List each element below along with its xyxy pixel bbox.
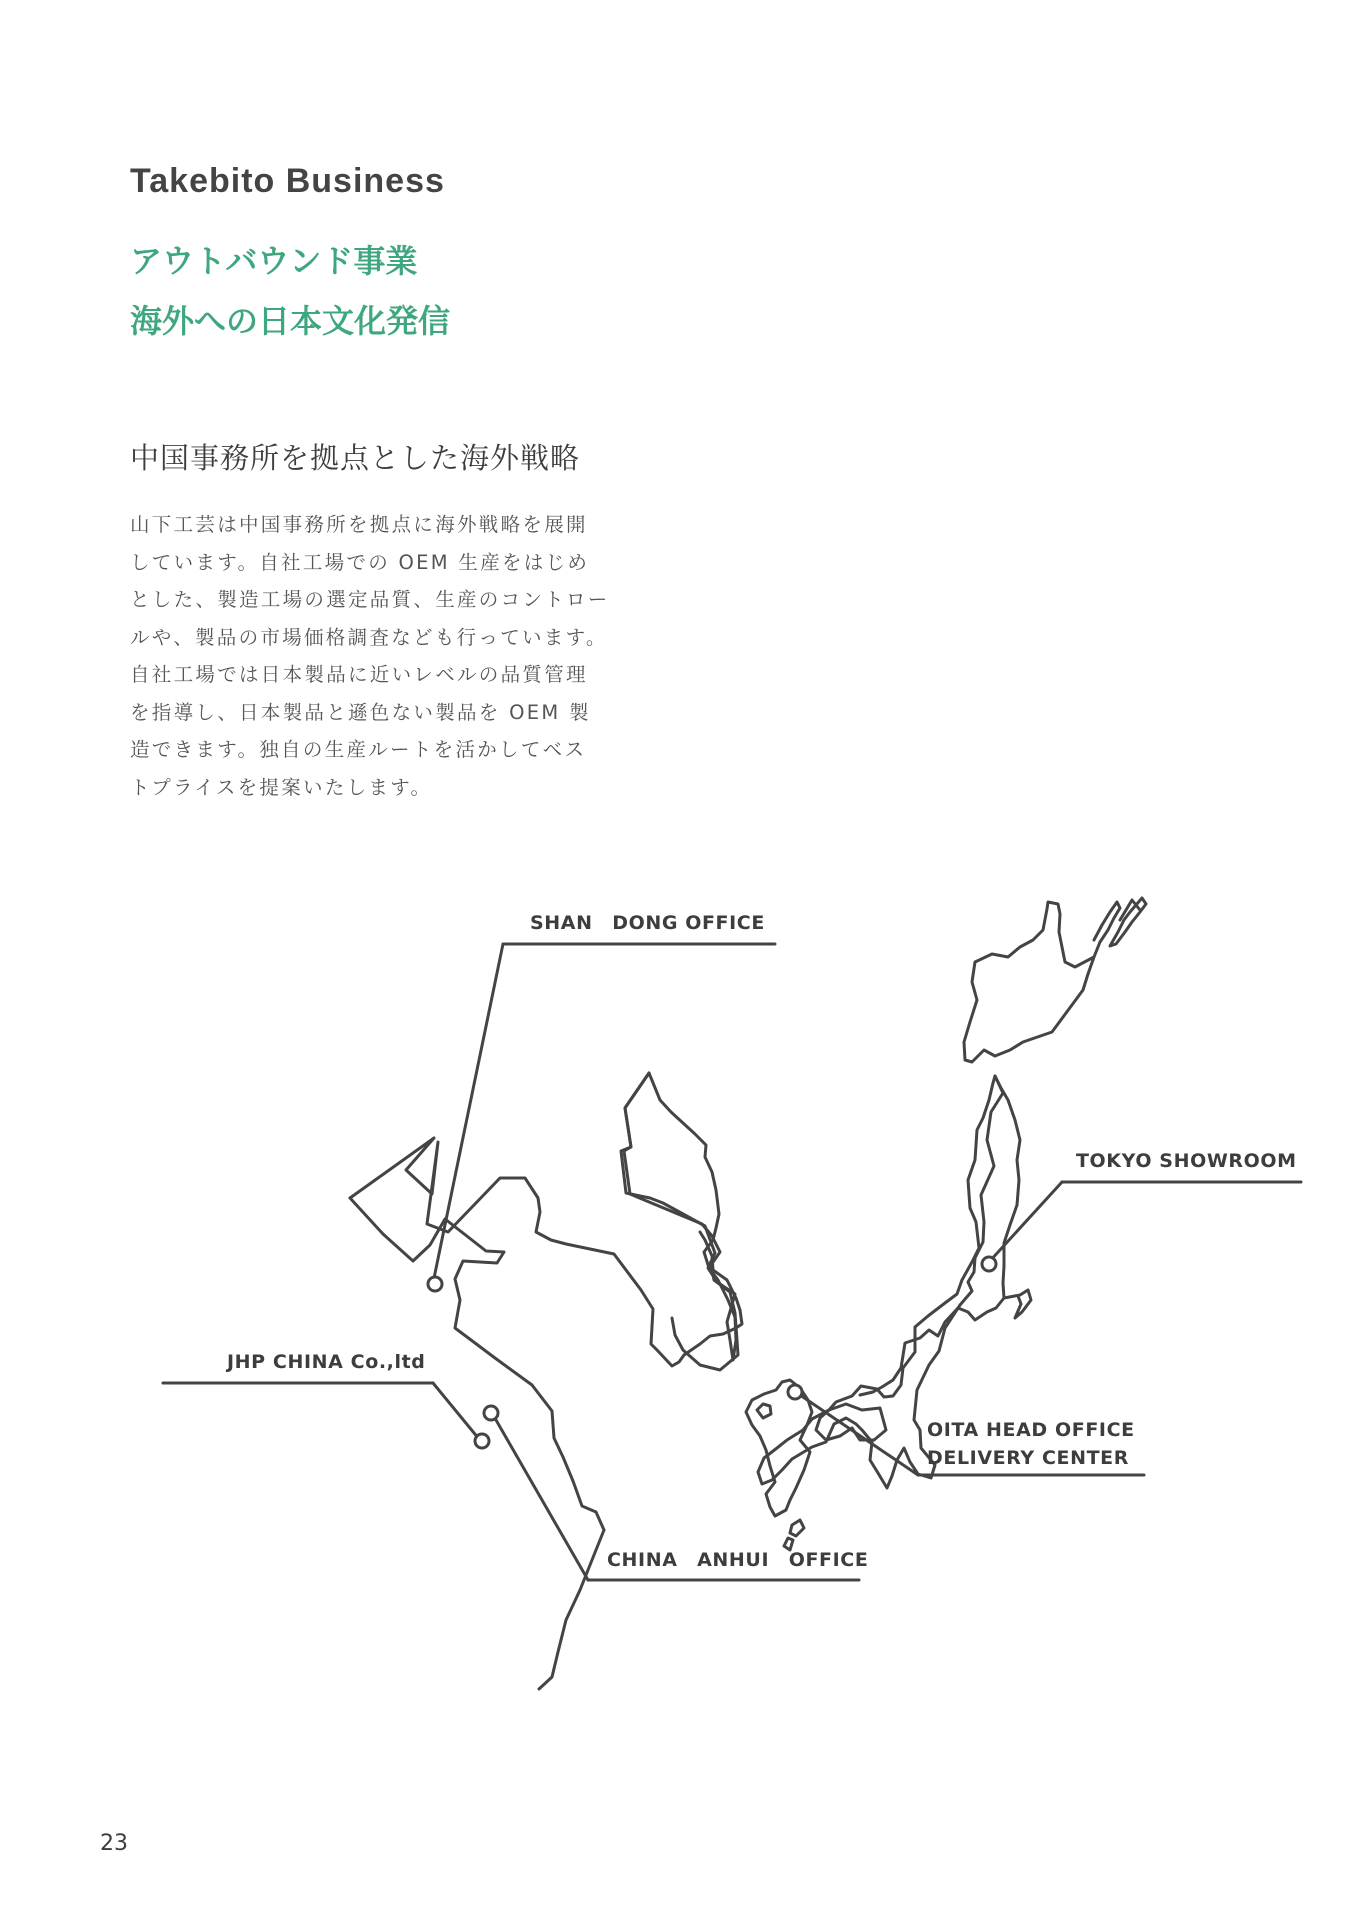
tokyo-showroom-marker: [982, 1257, 996, 1271]
hokkaido-northeast-cape: [1094, 902, 1120, 957]
china-coastline: [350, 1138, 742, 1366]
korea-east-coast: [624, 1073, 738, 1370]
body-line: を指導し、日本製品と遜色ない製品を OEM 製: [130, 700, 591, 724]
jhp-china-marker: [475, 1434, 489, 1448]
jhp-china-label: JHP CHINA Co.,ltd: [227, 1351, 426, 1373]
body-line: トプライスを提案いたします。: [130, 775, 433, 799]
shandong-office-marker: [428, 1277, 442, 1291]
anhui-leader-connector: [492, 1413, 588, 1580]
anhui-office-marker: [484, 1406, 498, 1420]
tokyo-leader-connector: [989, 1182, 1062, 1262]
hokkaido-island: [964, 902, 1094, 1062]
body-line: とした、製造工場の選定品質、生産のコントロー: [130, 588, 610, 611]
kyushu-west-islands: [757, 1404, 771, 1418]
oita-head-office-marker: [788, 1385, 802, 1399]
shandong-office-label: SHAN DONG OFFICE: [530, 912, 765, 934]
oita-head-office-label: OITA HEAD OFFICE: [927, 1419, 1135, 1441]
body-line: 造できます。独自の生産ルートを活かしてベス: [130, 738, 587, 761]
jhp-leader-connector: [433, 1383, 479, 1439]
page-title-japanese-line2: 海外への日本文化発信: [130, 302, 451, 340]
delivery-center-label: DELIVERY CENTER: [927, 1447, 1129, 1469]
body-line: 山下工芸は中国事務所を拠点に海外戦略を展開: [130, 513, 588, 536]
tokyo-showroom-label: TOKYO SHOWROOM: [1076, 1150, 1297, 1172]
body-line: しています。自社工場での OEM 生産をはじめ: [130, 550, 590, 574]
body-line: 自社工場では日本製品に近いレベルの品質管理: [130, 663, 588, 686]
honshu-east-coast: [995, 1076, 1020, 1205]
anhui-office-label: CHINA ANHUI OFFICE: [607, 1549, 869, 1571]
section-heading: 中国事務所を拠点とした海外戦略: [130, 441, 581, 475]
page-number: 23: [100, 1831, 128, 1856]
body-line: ルや、製品の市場価格調査なども行っています。: [130, 625, 608, 649]
oita-leader-connector: [797, 1393, 918, 1475]
shandong-leader-connector: [433, 944, 503, 1283]
page-title-english: Takebito Business: [130, 162, 445, 200]
korean-peninsula: [621, 1073, 736, 1360]
page-title-japanese-line1: アウトバウンド事業: [130, 242, 418, 280]
southern-islands: [784, 1520, 804, 1550]
